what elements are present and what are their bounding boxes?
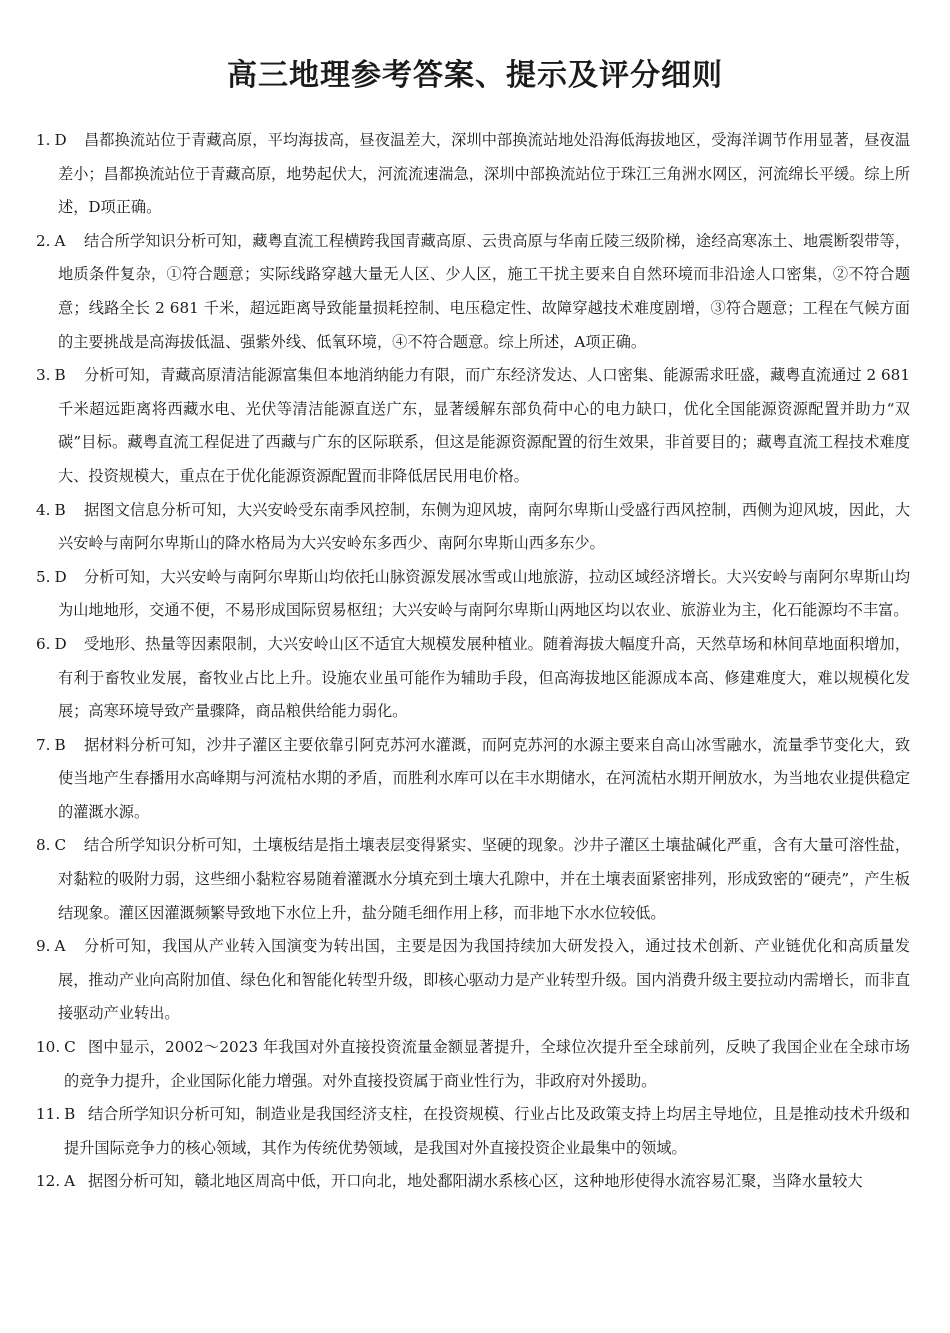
answer-letter: D	[54, 567, 67, 586]
question-number: 11.	[36, 1105, 61, 1124]
answer-label	[36, 1165, 75, 1199]
answer-explanation: 结合所学知识分析可知，土壤板结是指土壤表层变得紧实、坚硬的现象。沙井子灌区土壤盐碱化严重，含有大量可溶性盐，对黏粒的吸附力弱，这些细小黏粒容易随着灌溉水分填充到土壤大孔隙中，并在土壤表面紧密排列，形成致密的“硬壳”，产生板结现象。灌区因灌溉频繁导致地下水位上升，盐分随毛细作用上移，而非地下水水位较低。	[58, 836, 910, 922]
answer-item	[36, 930, 910, 1031]
question-number: 9.	[36, 937, 51, 956]
page-title: 高三地理参考答案、提示及评分细则	[227, 58, 723, 93]
answer-item	[36, 494, 910, 561]
answer-item	[36, 1031, 910, 1098]
answer-explanation: 据图文信息分析可知，大兴安岭受东南季风控制，东侧为迎风坡，南阿尔卑斯山受盛行西风控制，西侧为迎风坡，因此，大兴安岭与南阿尔卑斯山的降水格局为大兴安岭东多西少、南阿尔卑斯山西多东少。	[58, 500, 910, 553]
answer-item	[36, 628, 910, 729]
answer-label	[36, 930, 65, 964]
answer-letter: D	[54, 634, 67, 653]
answer-item	[36, 1165, 910, 1199]
answer-explanation: 据材料分析可知，沙井子灌区主要依靠引阿克苏河水灌溉，而阿克苏河的水源主要来自高山冰雪融水，流量季节变化大，致使当地产生春播用水高峰期与河流枯水期的矛盾，而胜利水库可以在丰水期储水，在河流枯水期开闸放水，为当地农业提供稳定的灌溉水源。	[58, 735, 910, 821]
answer-item	[36, 225, 910, 359]
answer-item	[36, 1098, 910, 1165]
answer-letter: A	[54, 937, 66, 956]
question-number: 4.	[36, 500, 51, 519]
answer-explanation: 昌都换流站位于青藏高原，平均海拔高，昼夜温差大，深圳中部换流站地处沿海低海拔地区，受海洋调节作用显著，昼夜温差小；昌都换流站位于青藏高原，地势起伏大，河流流速湍急，深圳中部换流站位于珠江三角洲水网区，河流绵长平缓。综上所述，D项正确。	[58, 131, 910, 217]
answer-item	[36, 359, 910, 493]
question-number: 6.	[36, 634, 51, 653]
answer-item	[36, 561, 910, 628]
answer-explanation: 据图分析可知，赣北地区周高中低，开口向北，地处鄱阳湖水系核心区，这种地形使得水流容易汇聚，当降水量较大	[88, 1172, 863, 1191]
answer-letter: D	[54, 131, 67, 149]
question-number: 7.	[36, 735, 51, 754]
answer-list	[36, 124, 910, 1199]
answer-label	[36, 1098, 75, 1132]
question-number: 5.	[36, 567, 51, 586]
answer-explanation: 结合所学知识分析可知，制造业是我国经济支柱，在投资规模、行业占比及政策支持上均居主导地位，且是推动技术升级和提升国际竞争力的核心领域，其作为传统优势领域，是我国对外直接投资企业最集中的领域。	[64, 1105, 910, 1157]
answer-letter: C	[64, 1038, 76, 1057]
answer-item	[36, 124, 910, 225]
answer-letter: A	[54, 231, 66, 250]
answer-letter: A	[64, 1172, 76, 1191]
answer-explanation: 分析可知，青藏高原清洁能源富集但本地消纳能力有限，而广东经济发达、人口密集、能源需求旺盛，藏粤直流通过 2 681 千米超远距离将西藏水电、光伏等清洁能源直送广东，显著缓解东部负荷中心的电力缺口，优化全国能源资源配置并助力“双碳”目标。藏粤直流工程促进了西藏与广东的区际联系，但这是能源资源配置的衍生效果，非首要目的；藏粤直流工程技术难度大、投资规模大，重点在于优化能源资源配置而非降低居民用电价格。	[58, 366, 910, 485]
answer-explanation: 图中显示，2002～2023 年我国对外直接投资流量金额显著提升，全球位次提升至全球前列，反映了我国企业在全球市场的竞争力提升，企业国际化能力增强。对外直接投资属于商业性行为，非政府对外援助。	[64, 1038, 910, 1090]
answer-item	[36, 729, 910, 830]
answer-label	[36, 359, 66, 393]
question-number: 8.	[36, 836, 51, 855]
answer-item	[36, 829, 910, 930]
answer-letter: B	[54, 500, 66, 519]
answer-explanation: 分析可知，大兴安岭与南阿尔卑斯山均依托山脉资源发展冰雪或山地旅游，拉动区域经济增长。大兴安岭与南阿尔卑斯山均为山地地形，交通不便，不易形成国际贸易枢纽；大兴安岭与南阿尔卑斯山两地区均以农业、旅游业为主，化石能源均不丰富。	[58, 567, 910, 620]
answer-explanation: 结合所学知识分析可知，藏粤直流工程横跨我国青藏高原、云贵高原与华南丘陵三级阶梯，途经高寒冻土、地震断裂带等，地质条件复杂，①符合题意；实际线路穿越大量无人区、少人区，施工干扰主要来自自然环境而非沿途人口密集，②不符合题意；线路全长 2 681 千米，超远距离导致能量损耗控制、电压稳定性、故障穿越技术难度剧增，③符合题意；工程在气候方面的主要挑战是高海拔低温、强紫外线、低氧环境，④不符合题意。综上所述，A项正确。	[58, 231, 910, 351]
answer-letter: B	[54, 366, 66, 385]
answer-letter: B	[64, 1105, 76, 1124]
answer-label	[36, 561, 67, 595]
question-number: 3.	[36, 366, 51, 385]
answer-letter: B	[54, 735, 66, 754]
answer-explanation: 受地形、热量等因素限制，大兴安岭山区不适宜大规模发展种植业。随着海拔大幅度升高，天然草场和林间草地面积增加，有利于畜牧业发展，畜牧业占比上升。设施农业虽可能作为辅助手段，但高海拔地区能源成本高、修建难度大，难以规模化发展；高寒环境导致产量骤降，商品粮供给能力弱化。	[58, 634, 910, 721]
question-number: 2.	[36, 231, 51, 250]
answer-letter: C	[54, 836, 67, 855]
answer-label	[36, 729, 66, 763]
answer-explanation: 分析可知，我国从产业转入国演变为转出国，主要是因为我国持续加大研发投入，通过技术创新、产业链优化和高质量发展，推动产业向高附加值、绿色化和智能化转型升级，即核心驱动力是产业转型升级。国内消费升级主要拉动内需增长，而非直接驱动产业转出。	[58, 937, 910, 1023]
question-number: 1.	[36, 131, 51, 149]
answer-label	[36, 225, 65, 259]
question-number: 12.	[36, 1172, 61, 1191]
answer-label	[36, 628, 67, 662]
question-number: 10.	[36, 1038, 61, 1057]
answer-label	[36, 829, 66, 863]
answer-label	[36, 124, 67, 158]
answer-label	[36, 494, 66, 528]
answer-label	[36, 1031, 76, 1065]
